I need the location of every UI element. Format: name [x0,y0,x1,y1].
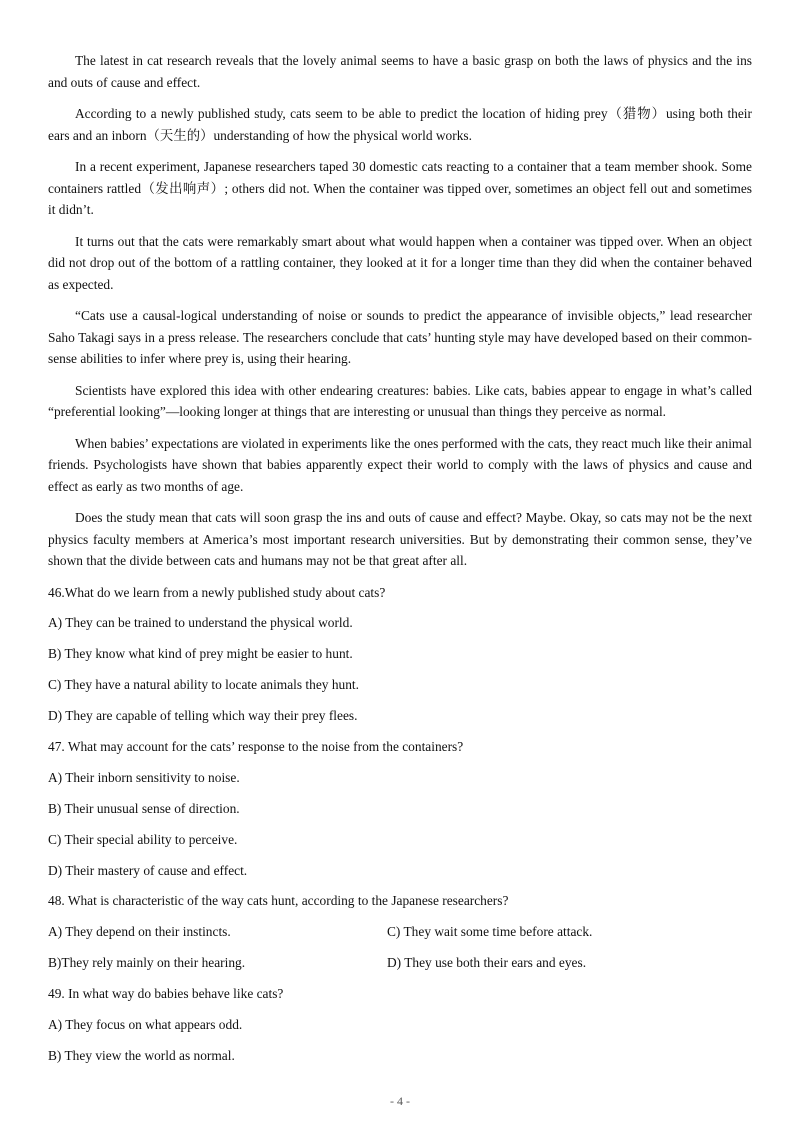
question-49-stem: 49. In what way do babies behave like cats? [48,986,284,1002]
passage-paragraph-5: “Cats use a causal-logical understanding of noise or sounds to predict the appearance of invisible objects,” lead researcher Saho Takagi says in a press release. The researchers conclude that cats’ hunting style may have developed based on their common-sense abilities to infer where prey is, using their hearing. [48,308,752,366]
question-48-options-row-1 [48,921,752,942]
passage-paragraph-2: According to a newly published study, cats seem to be able to predict the location of hiding prey（猎物）using both their ears and an inborn（天生的）understanding of how the physical world works. [48,106,752,143]
question-46 [48,582,752,727]
question-46-option-c: C) They have a natural ability to locate animals they hunt. [48,677,359,693]
question-48-option-c: C) They wait some time before attack. [387,924,593,940]
document-page [48,50,752,1076]
question-49 [48,983,752,1066]
page-number: - 4 - [390,1094,410,1108]
question-48-stem: 48. What is characteristic of the way cats hunt, according to the Japanese researchers? [48,893,509,909]
question-47-option-b: B) Their unusual sense of direction. [48,800,240,816]
passage-paragraph-4: It turns out that the cats were remarkably smart about what would happen when a container was tipped over. When an object did not drop out of the bottom of a rattling container, they looked at it for a longer time than they did when the container behaved as expected. [48,233,752,292]
question-48-option-a: A) They depend on their instincts. [48,924,231,940]
question-48-option-d: D) They use both their ears and eyes. [387,955,587,971]
question-46-option-b: B) They know what kind of prey might be easier to hunt. [48,646,353,662]
reading-passage [48,50,752,572]
question-47-option-d: D) Their mastery of cause and effect. [48,862,248,878]
question-47-option-a: A) Their inborn sensitivity to noise. [48,769,240,785]
question-46-option-d: D) They are capable of telling which way their prey flees. [48,708,358,724]
question-48-option-b: B)They rely mainly on their hearing. [48,955,246,971]
question-48-options-row-2 [48,952,752,973]
question-48 [48,890,752,973]
passage-paragraph-3: In a recent experiment, Japanese researchers taped 30 domestic cats reacting to a container that a team member shook. Some containers rattled（发出响声）; others did not. When the container was tipped over, sometimes an object fell out and sometimes it didn’t. [48,159,752,217]
passage-paragraph-8: Does the study mean that cats will soon grasp the ins and outs of cause and effect? Maybe. Okay, so cats may not be the next physics faculty members at America’s most important research universities. But by demonstrating their common sense, they’ve shown that the divide between cats and humans may not be that great after all. [48,510,752,568]
question-49-option-a: A) They focus on what appears odd. [48,1016,243,1032]
question-46-option-a: A) They can be trained to understand the physical world. [48,615,353,631]
passage-paragraph-1: The latest in cat research reveals that the lovely animal seems to have a basic grasp on both the laws of physics and the ins and outs of cause and effect. [48,53,752,90]
passage-paragraph-7: When babies’ expectations are violated in experiments like the ones performed with the cats, they react much like their animal friends. Psychologists have shown that babies apparently expect their world to comply with the laws of physics and cause and effect as early as two months of age. [48,435,752,494]
question-47-option-c: C) Their special ability to perceive. [48,831,238,847]
passage-paragraph-6: Scientists have explored this idea with other endearing creatures: babies. Like cats, babies appear to engage in what’s called “preferential looking”—looking longer at things that are interesting or unusual than things they perceive as normal. [48,382,752,419]
question-47-stem: 47. What may account for the cats’ response to the noise from the containers? [48,738,464,754]
question-46-stem: 46.What do we learn from a newly published study about cats? [48,584,386,600]
question-49-option-b: B) They view the world as normal. [48,1047,235,1063]
question-47 [48,736,752,881]
